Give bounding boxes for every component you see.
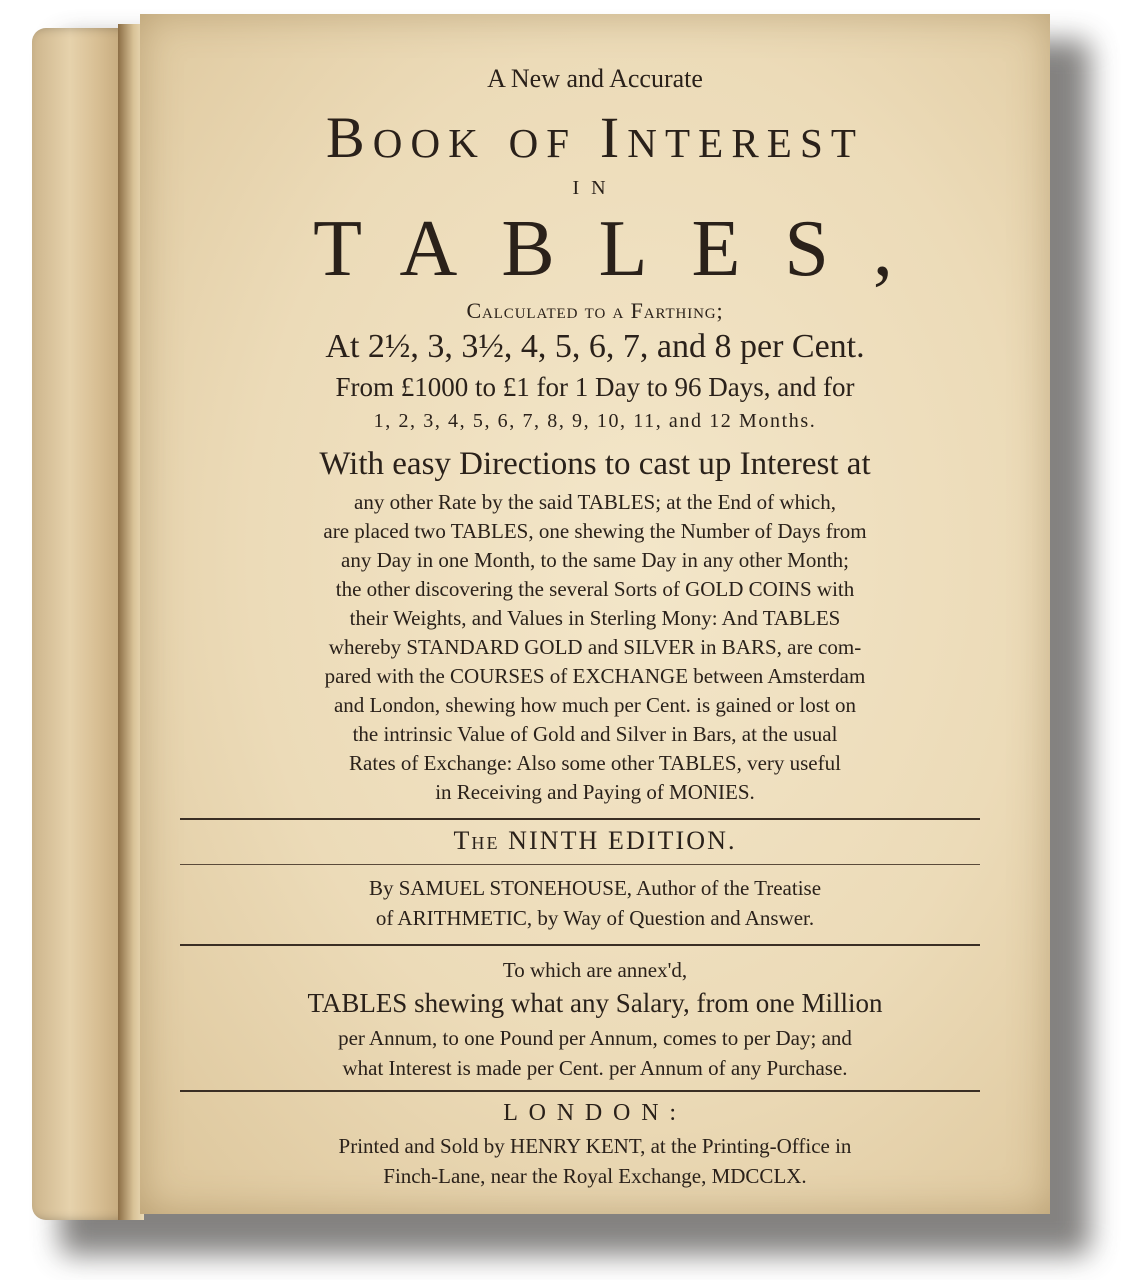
description-line: any Day in one Month, to the same Day in any other Month; <box>341 548 849 572</box>
author-line: By SAMUEL STONEHOUSE, Author of the Treatise <box>368 876 822 900</box>
place-line: LONDON: <box>503 1100 687 1126</box>
annex-line: To which are annex'd, <box>502 958 688 982</box>
main-title: Book of Interest <box>325 105 865 170</box>
title-page <box>140 14 1050 1214</box>
description-line: in Receiving and Paying of MONIES. <box>435 780 755 804</box>
author-line: of ARITHMETIC, by Way of Question and Answer. <box>375 906 815 930</box>
divider-rule <box>180 1090 980 1092</box>
description-line: Rates of Exchange: Also some other TABLES, very useful <box>349 751 841 775</box>
imprint-line: Finch-Lane, near the Royal Exchange, MDCCLX. <box>383 1164 807 1188</box>
description-line: whereby STANDARD GOLD and SILVER in BARS, are com- <box>328 635 862 659</box>
edition-line: The NINTH EDITION. <box>453 826 737 855</box>
kicker: A New and Accurate <box>487 64 703 93</box>
months-line: 1, 2, 3, 4, 5, 6, 7, 8, 9, 10, 11, and 12 Months. <box>373 410 817 432</box>
rates-line: At 2½, 3, 3½, 4, 5, 6, 7, and 8 per Cent. <box>325 328 865 365</box>
calculated-line: Calculated to a Farthing; <box>466 298 724 323</box>
description-line: the intrinsic Value of Gold and Silver in Bars, at the usual <box>352 722 838 746</box>
description-line: any other Rate by the said TABLES; at the End of which, <box>354 490 836 514</box>
description-line: the other discovering the several Sorts of GOLD COINS with <box>335 577 855 601</box>
divider-rule <box>180 818 980 820</box>
description-line: and London, shewing how much per Cent. is gained or lost on <box>333 693 856 717</box>
range-line: From £1000 to £1 for 1 Day to 96 Days, and for <box>335 372 855 402</box>
description-line: their Weights, and Values in Sterling Mony: And TABLES <box>349 606 841 630</box>
divider-rule <box>180 864 980 865</box>
divider-rule <box>180 944 980 946</box>
annex-line: what Interest is made per Cent. per Annum of any Purchase. <box>342 1056 848 1080</box>
annex-line: TABLES shewing what any Salary, from one Million <box>307 988 883 1018</box>
directions-heading: With easy Directions to cast up Interest at <box>319 446 871 482</box>
in-word: IN <box>572 177 618 199</box>
tables-word: TABLES, <box>313 205 937 293</box>
description-line: pared with the COURSES of EXCHANGE between Amsterdam <box>324 664 866 688</box>
annex-line: per Annum, to one Pound per Annum, comes to per Day; and <box>338 1026 852 1050</box>
imprint-line: Printed and Sold by HENRY KENT, at the Printing-Office in <box>338 1134 852 1158</box>
description-line: are placed two TABLES, one shewing the Number of Days from <box>323 519 867 543</box>
